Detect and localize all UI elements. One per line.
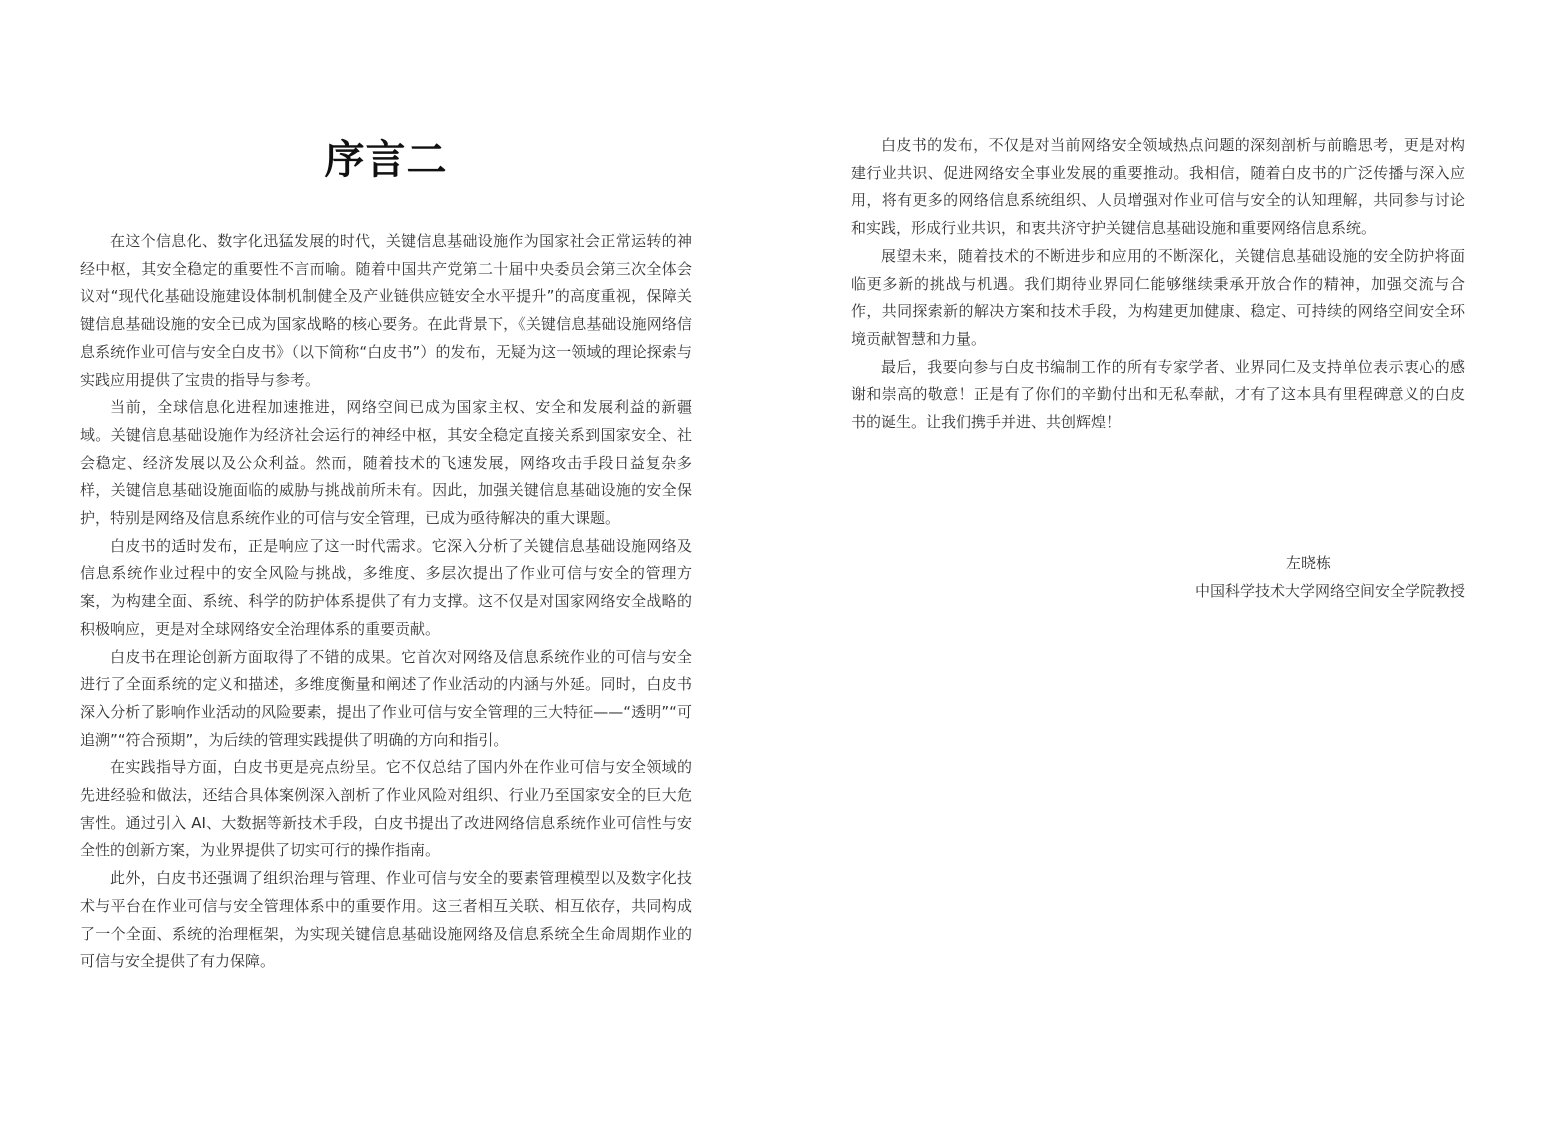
right-body-text — [851, 132, 1465, 437]
paragraph: 当前，全球信息化进程加速推进，网络空间已成为国家主权、安全和发展利益的新疆域。关键信息基础设施作为经济社会运行的神经中枢，其安全稳定直接关系到国家安全、社会稳定、经济发展以及公众利益。然而，随着技术的飞速发展，网络攻击手段日益复杂多样，关键信息基础设施面临的威胁与挑战前所未有。因此，加强关键信息基础设施的安全保护，特别是网络及信息系统作业的可信与安全管理，已成为亟待解决的重大课题。 — [80, 398, 692, 528]
paragraph: 展望未来，随着技术的不断进步和应用的不断深化，关键信息基础设施的安全防护将面临更多新的挑战与机遇。我们期待业界同仁能够继续秉承开放合作的精神，加强交流与合作，共同探索新的解决方案和技术手段，为构建更加健康、稳定、可持续的网络空间安全环境贡献智慧和力量。 — [851, 246, 1465, 348]
paragraph: 此外，白皮书还强调了组织治理与管理、作业可信与安全的要素管理模型以及数字化技术与平台在作业可信与安全管理体系中的重要作用。这三者相互关联、相互依存，共同构成了一个全面、系统的治理框架，为实现关键信息基础设施网络及信息系统全生命周期作业的可信与安全提供了有力保障。 — [80, 869, 692, 971]
paragraph: 白皮书在理论创新方面取得了不错的成果。它首次对网络及信息系统作业的可信与安全进行了全面系统的定义和描述，多维度衡量和阐述了作业活动的内涵与外延。同时，白皮书深入分析了影响作业活动的风险要素，提出了作业可信与安全管理的三大特征——“透明”“可追溯”“符合预期”，为后续的管理实践提供了明确的方向和指引。 — [80, 647, 692, 749]
paragraph: 在实践指导方面，白皮书更是亮点纷呈。它不仅总结了国内外在作业可信与安全领域的先进经验和做法，还结合具体案例深入剖析了作业风险对组织、行业乃至国家安全的巨大危害性。通过引入 AI、大数据等新技术手段，白皮书提出了改进网络信息系统作业可信性与安全性的创新方案，为业界提供了切实可行的操作指南。 — [80, 758, 692, 860]
paragraph: 白皮书的适时发布，正是响应了这一时代需求。它深入分析了关键信息基础设施网络及信息系统作业过程中的安全风险与挑战，多维度、多层次提出了作业可信与安全的管理方案，为构建全面、系统、科学的防护体系提供了有力支撑。这不仅是对国家网络安全战略的积极响应，更是对全球网络安全治理体系的重要贡献。 — [80, 536, 692, 638]
left-body-text — [80, 228, 692, 976]
signature-block — [851, 549, 1465, 605]
author-title: 中国科学技术大学网络空间安全学院教授 — [1194, 582, 1465, 600]
paragraph: 白皮书的发布，不仅是对当前网络安全领域热点问题的深刻剖析与前瞻思考，更是对构建行业共识、促进网络安全事业发展的重要推动。我相信，随着白皮书的广泛传播与深入应用，将有更多的网络信息系统组织、人员增强对作业可信与安全的认知理解，共同参与讨论和实践，形成行业共识，和衷共济守护关键信息基础设施和重要网络信息系统。 — [851, 136, 1465, 238]
author-name: 左晓栋 — [1285, 554, 1331, 572]
paragraph: 最后，我要向参与白皮书编制工作的所有专家学者、业界同仁及支持单位表示衷心的感谢和崇高的敬意！正是有了你们的辛勤付出和无私奉献，才有了这本具有里程碑意义的白皮书的诞生。让我们携手并进、共创辉煌！ — [851, 357, 1465, 432]
page-title: 序言二 — [324, 137, 448, 183]
paragraph: 在这个信息化、数字化迅猛发展的时代，关键信息基础设施作为国家社会正常运转的神经中枢，其安全稳定的重要性不言而喻。随着中国共产党第二十届中央委员会第三次全体会议对“现代化基础设施建设体制机制健全及产业链供应链安全水平提升”的高度重视，保障关键信息基础设施的安全已成为国家战略的核心要务。在此背景下，《关键信息基础设施网络信息系统作业可信与安全白皮书》（以下简称“白皮书”）的发布，无疑为这一领域的理论探索与实践应用提供了宝贵的指导与参考。 — [80, 232, 692, 389]
